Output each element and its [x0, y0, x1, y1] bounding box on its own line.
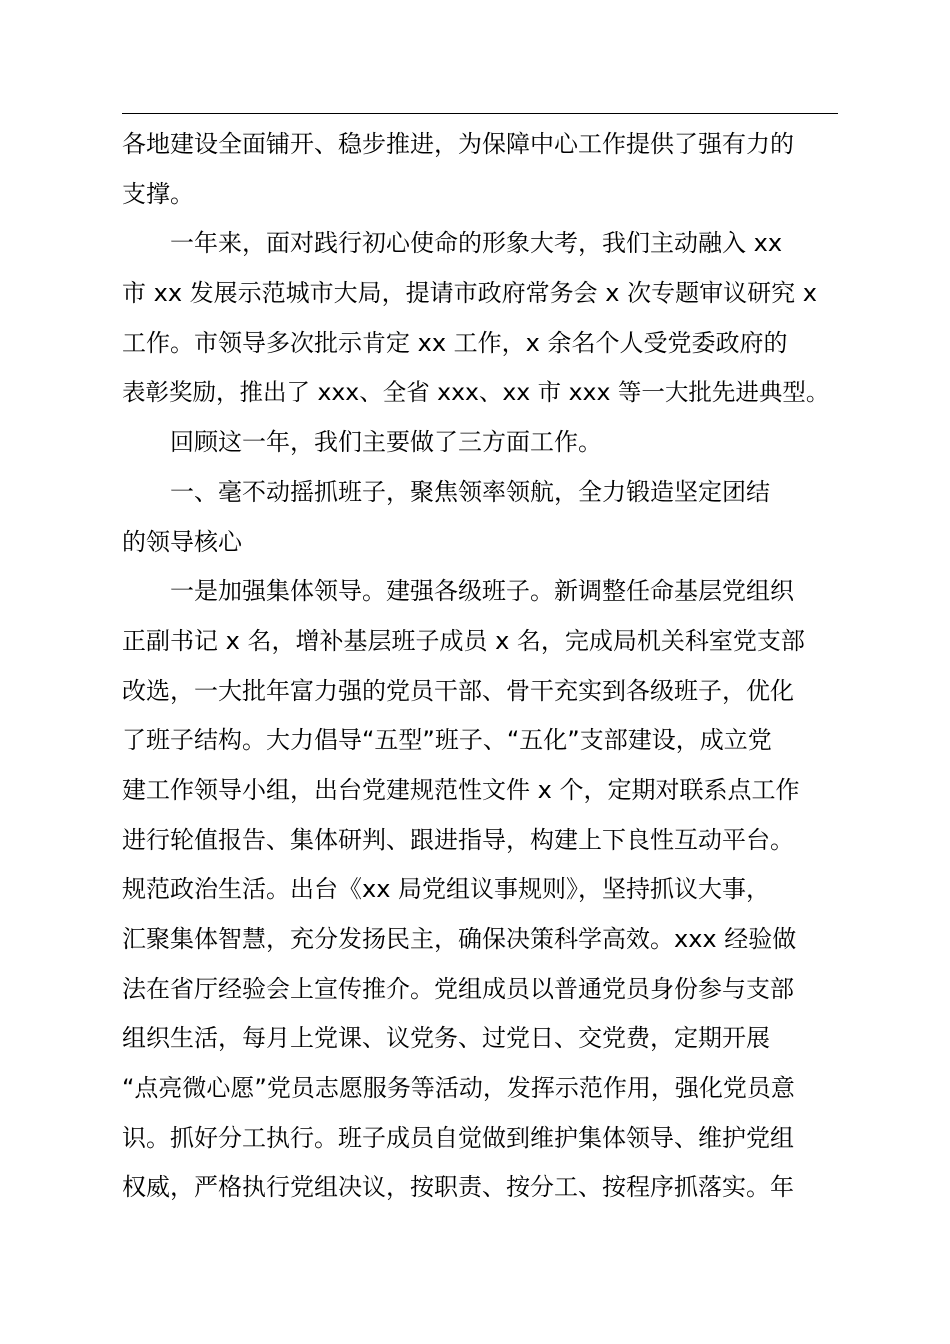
text-line: 法在省厅经验会上宣传推介。党组成员以普通党员身份参与支部: [122, 974, 794, 1003]
text-line: 了班子结构。大力倡导“五型”班子、“五化”支部建设，成立党: [122, 726, 772, 755]
text-line: 汇聚集体智慧，充分发扬民主，确保决策科学高效。xxx 经验做: [122, 925, 797, 953]
text-line: 权威，严格执行党组决议，按职责、按分工、按程序抓落实。年: [122, 1173, 794, 1202]
text-line: 一年来，面对践行初心使命的形象大考，我们主动融入 xx: [122, 229, 783, 258]
text-line: 支撑。: [122, 179, 194, 208]
text-line: 规范政治生活。出台《xx 局党组议事规则》，坚持抓议大事，: [122, 875, 771, 904]
text-line: 正副书记 x 名，增补基层班子成员 x 名，完成局机关科室党支部: [122, 626, 805, 655]
text-line: 建工作领导小组，出台党建规范性文件 x 个，定期对联系点工作: [122, 775, 800, 804]
text-line: 一是加强集体领导。建强各级班子。新调整任命基层党组织: [122, 577, 794, 606]
text-line: 改选，一大批年富力强的党员干部、骨干充实到各级班子，优化: [122, 676, 794, 705]
text-line: “点亮微心愿”党员志愿服务等活动，发挥示范作用，强化党员意: [122, 1074, 795, 1103]
text-line: 识。抓好分工执行。班子成员自觉做到维护集体领导、维护党组: [122, 1123, 794, 1152]
section-heading-line: 的领导核心: [122, 527, 242, 556]
body-text: [122, 120, 842, 1213]
text-line: 市 xx 发展示范城市大局，提请市政府常务会 x 次专题审议研究 x: [122, 279, 817, 308]
header-rule: [122, 113, 838, 114]
text-line: 表彰奖励，推出了 xxx、全省 xxx、xx 市 xxx 等一大批先进典型。: [122, 378, 830, 407]
text-line: 各地建设全面铺开、稳步推进，为保障中心工作提供了强有力的: [122, 130, 794, 158]
section-heading-line: 一、毫不动摇抓班子，聚焦领率领航，全力锻造坚定团结: [122, 477, 770, 506]
text-line: 工作。市领导多次批示肯定 xx 工作，x 余名个人受党委政府的: [122, 328, 788, 357]
text-line: 回顾这一年，我们主要做了三方面工作。: [122, 428, 602, 457]
text-line: 组织生活，每月上党课、议党务、过党日、交党费，定期开展: [122, 1024, 770, 1053]
text-line: 进行轮值报告、集体研判、跟进指导，构建上下良性互动平台。: [122, 825, 794, 854]
